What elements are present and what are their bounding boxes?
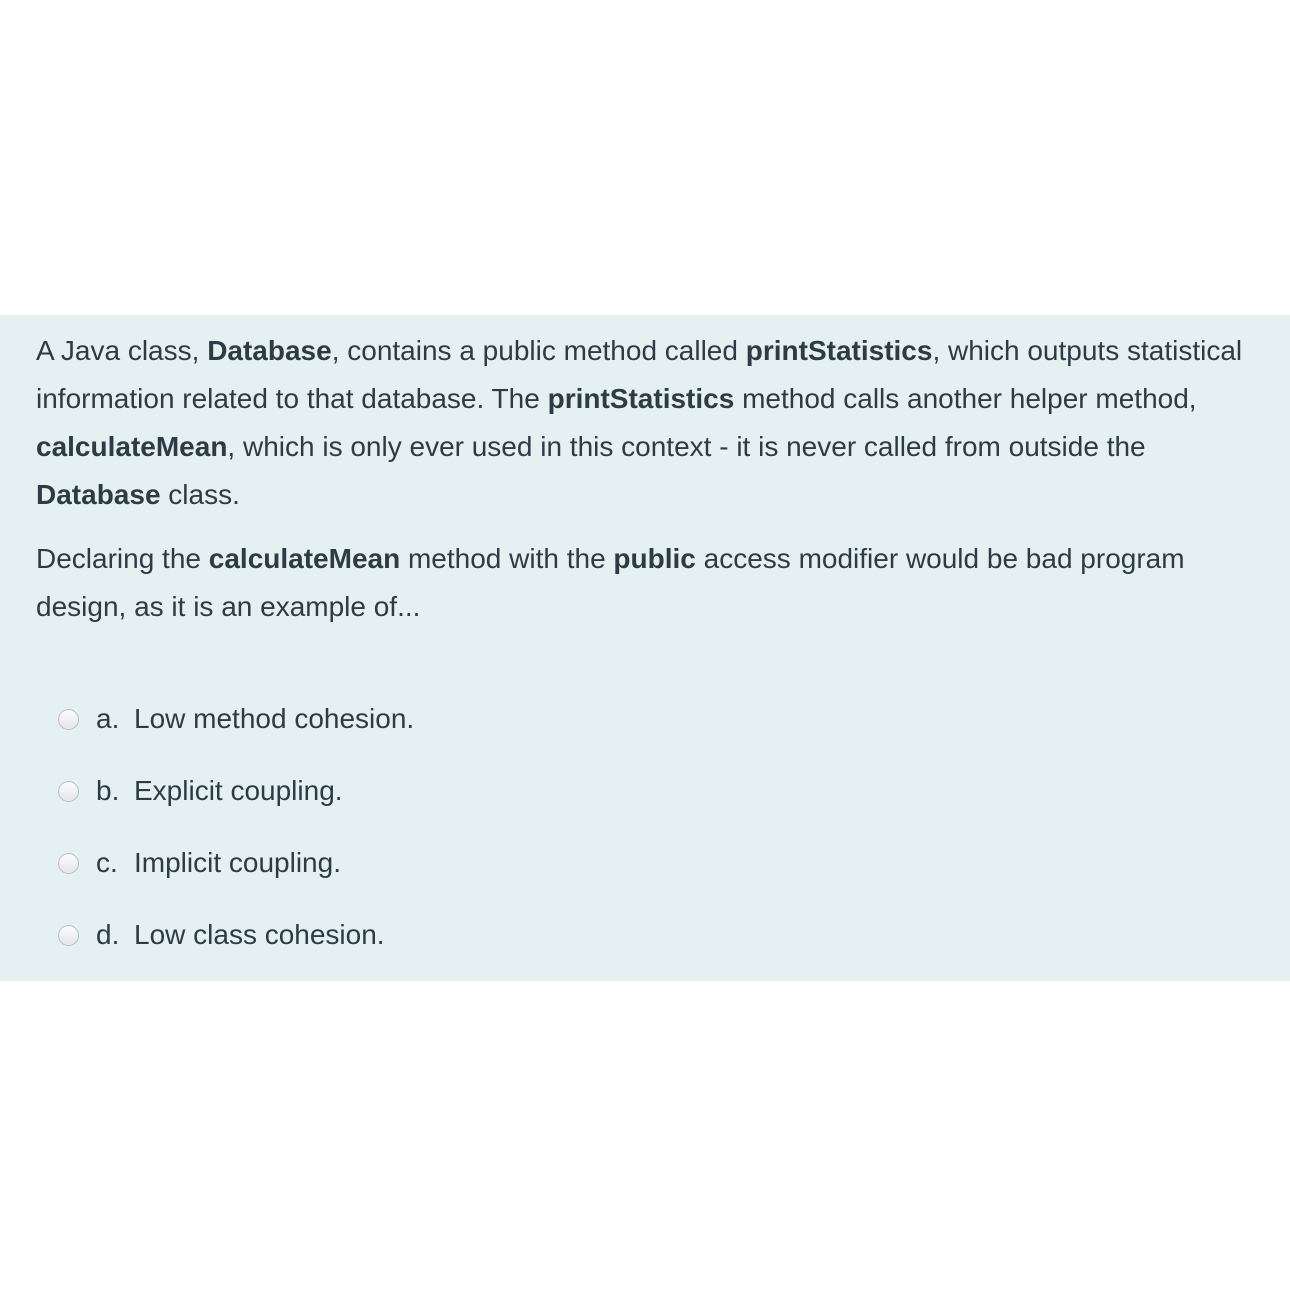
answer-option[interactable]	[58, 911, 1254, 959]
radio-button-icon[interactable]	[58, 709, 79, 730]
option-label: Implicit coupling.	[134, 847, 341, 878]
radio-button-icon[interactable]	[58, 925, 79, 946]
answer-option[interactable]	[58, 839, 1254, 887]
question-text-segment: , which outputs statistical information related to that database. The	[36, 335, 1243, 414]
question-text-bold-segment: Database	[207, 335, 332, 366]
option-letter: a.	[96, 703, 120, 734]
question-text	[36, 327, 1254, 631]
question-text-bold-segment: public	[613, 543, 696, 574]
question-text-segment: , contains a public method called	[331, 335, 746, 366]
option-label: Low method cohesion.	[134, 703, 415, 734]
question-text-bold-segment: printStatistics	[745, 335, 933, 366]
option-letter: d.	[96, 919, 120, 950]
option-letter: b.	[96, 775, 120, 806]
answer-options	[58, 695, 1254, 959]
question-text-bold-segment: calculateMean	[208, 543, 401, 574]
question-text-segment: class.	[160, 479, 240, 510]
question-text-segment: A Java class,	[36, 335, 208, 366]
question-text-bold-segment: Database	[36, 479, 161, 510]
question-panel	[0, 315, 1290, 981]
answer-option[interactable]	[58, 695, 1254, 743]
option-label: Low class cohesion.	[134, 919, 385, 950]
question-text-segment: Declaring the	[36, 543, 209, 574]
question-paragraph	[36, 327, 1254, 519]
option-letter: c.	[96, 847, 118, 878]
question-text-segment: method with the	[400, 543, 614, 574]
radio-button-icon[interactable]	[58, 853, 79, 874]
question-text-bold-segment: calculateMean	[36, 431, 228, 462]
question-text-bold-segment: printStatistics	[547, 383, 735, 414]
answer-option[interactable]	[58, 767, 1254, 815]
question-text-segment: method calls another helper method,	[734, 383, 1197, 414]
question-text-segment: access modifier would be bad program design, as it is an example of...	[36, 543, 1185, 622]
question-text-segment: , which is only ever used in this context - it is never called from outside the	[227, 431, 1146, 462]
option-label: Explicit coupling.	[134, 775, 343, 806]
radio-button-icon[interactable]	[58, 781, 79, 802]
question-paragraph	[36, 535, 1254, 631]
